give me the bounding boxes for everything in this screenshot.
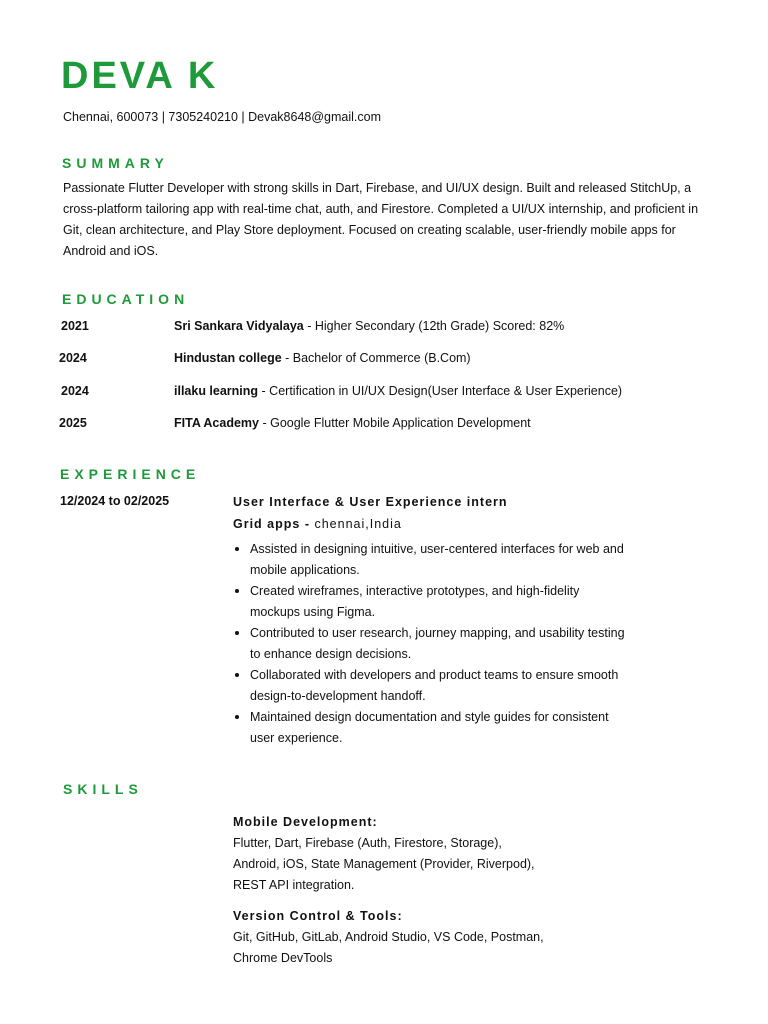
experience-role: User Interface & User Experience intern [233,495,508,509]
bullet-line: mockups using Figma. [250,605,376,619]
experience-bullet [233,539,683,581]
experience-bullet [233,665,683,707]
company-location: chennai,India [309,517,402,531]
education-entry [174,382,622,400]
bullet-line: Created wireframes, interactive prototypes, and high-fidelity [250,584,580,598]
bullet-line: to enhance design decisions. [250,647,412,661]
education-institution: illaku learning [174,384,259,398]
education-detail: - Bachelor of Commerce (B.Com) [281,351,471,365]
education-entry [174,414,531,432]
bullet-line: user experience. [250,731,343,745]
bullet-line: design-to-development handoff. [250,689,426,703]
bullet-line: Assisted in designing intuitive, user-centered interfaces for web and [250,542,624,556]
skill-line: Flutter, Dart, Firebase (Auth, Firestore, Storage), [233,836,502,850]
summary-heading: SUMMARY [62,155,169,171]
skill-group-heading: Mobile Development: [233,815,378,829]
summary-text: Passionate Flutter Developer with strong skills in Dart, Firebase, and UI/UX design. Built and released StitchUp, a cross-platform tailoring app with real-time chat, auth, and Firestore. Completed a UI/UX internship, and proficient in Git, clean architecture, and Play Store deployment. Focused on creating scalable, user-friendly mobile apps for Android and iOS. [63,181,699,258]
skill-group-text [233,833,633,896]
experience-dates: 12/2024 to 02/2025 [60,494,170,508]
experience-bullet [233,581,683,623]
education-entry [174,317,564,335]
experience-company [233,515,402,533]
education-year: 2021 [61,319,89,333]
contact-info: Chennai, 600073 | 7305240210 | Devak8648@gmail.com [63,110,382,124]
education-year: 2025 [59,416,87,430]
bullet-line: Maintained design documentation and style guides for consistent [250,710,609,724]
education-detail: - Certification in UI/UX Design(User Interface & User Experience) [258,384,623,398]
bullet-line: mobile applications. [250,563,360,577]
company-name: Grid apps - [233,517,310,531]
education-institution: FITA Academy [174,416,259,430]
candidate-name: DEVA K [61,55,219,97]
skill-group-text [233,927,633,969]
education-entry [174,349,471,367]
education-institution: Sri Sankara Vidyalaya [174,319,304,333]
experience-bullet [233,707,683,749]
skill-line: REST API integration. [233,878,355,892]
education-year: 2024 [59,351,87,365]
education-detail: - Higher Secondary (12th Grade) Scored: 82% [303,319,565,333]
skill-group-heading: Version Control & Tools: [233,909,403,923]
education-heading: EDUCATION [62,291,190,307]
bullet-line: Contributed to user research, journey mapping, and usability testing [250,626,625,640]
skill-line: Chrome DevTools [233,951,333,965]
experience-bullets [233,539,683,749]
education-detail: - Google Flutter Mobile Application Development [258,416,531,430]
skill-line: Android, iOS, State Management (Provider, Riverpod), [233,857,535,871]
bullet-line: Collaborated with developers and product teams to ensure smooth [250,668,619,682]
skill-line: Git, GitHub, GitLab, Android Studio, VS Code, Postman, [233,930,544,944]
experience-bullet [233,623,683,665]
education-year: 2024 [61,384,89,398]
education-institution: Hindustan college [174,351,282,365]
experience-heading: EXPERIENCE [60,466,201,482]
skills-heading: SKILLS [63,781,143,797]
